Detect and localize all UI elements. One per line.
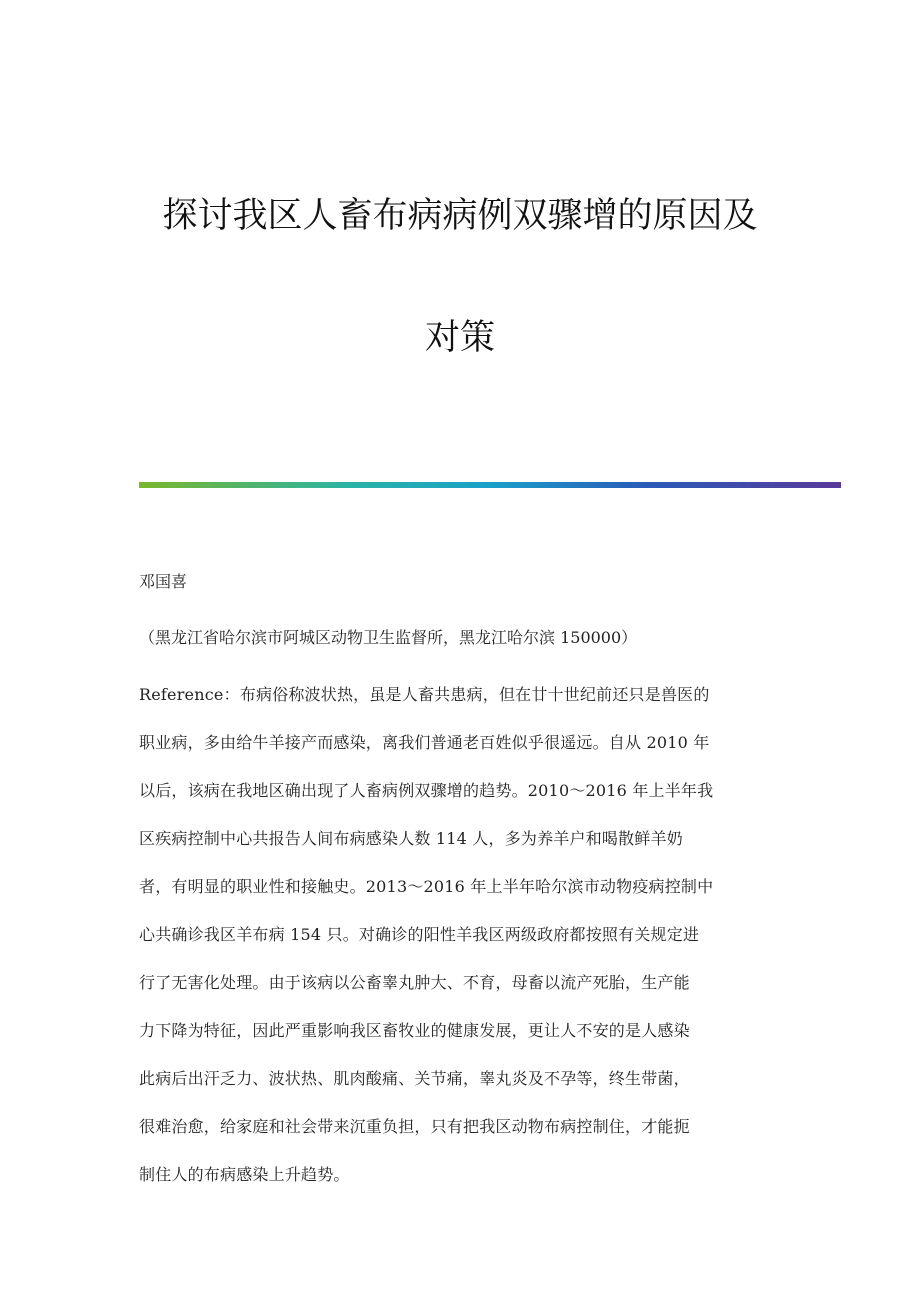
abstract-line: 行了无害化处理。由于该病以公畜睾丸肿大、不育，母畜以流产死胎，生产能: [139, 973, 690, 992]
abstract-line: 以后，该病在我地区确出现了人畜病例双骤增的趋势。2010～2016 年上半年我: [139, 781, 714, 800]
gradient-divider: [139, 482, 841, 488]
author-name: 邓国喜: [139, 572, 188, 591]
abstract-line: 心共确诊我区羊布病 154 只。对确诊的阳性羊我区两级政府都按照有关规定进: [139, 925, 700, 944]
document-title-line-2: 对策: [424, 318, 495, 358]
author-affiliation: （黑龙江省哈尔滨市阿城区动物卫生监督所，黑龙江哈尔滨 150000）: [139, 628, 638, 647]
abstract-line: 制住人的布病感染上升趋势。: [139, 1165, 350, 1184]
abstract-line: 区疾病控制中心共报告人间布病感染人数 114 人，多为养羊户和喝散鲜羊奶: [139, 829, 683, 848]
document-title-line-1: 探讨我区人畜布病病例双骤增的原因及: [162, 196, 758, 236]
abstract-line: 很难治愈，给家庭和社会带来沉重负担，只有把我区动物布病控制住，才能扼: [139, 1117, 690, 1136]
abstract-line: Reference：布病俗称波状热，虽是人畜共患病，但在廿十世纪前还只是兽医的: [139, 685, 710, 704]
abstract-line: 此病后出汗乏力、波状热、肌肉酸痛、关节痛，睾丸炎及不孕等，终生带菌，: [139, 1069, 690, 1088]
abstract-line: 者，有明显的职业性和接触史。2013～2016 年上半年哈尔滨市动物疫病控制中: [139, 877, 714, 896]
abstract-line: 力下降为特征，因此严重影响我区畜牧业的健康发展，更让人不安的是人感染: [139, 1021, 690, 1040]
abstract-line: 职业病，多由给牛羊接产而感染，离我们普通老百姓似乎很遥远。自从 2010 年: [139, 733, 710, 752]
